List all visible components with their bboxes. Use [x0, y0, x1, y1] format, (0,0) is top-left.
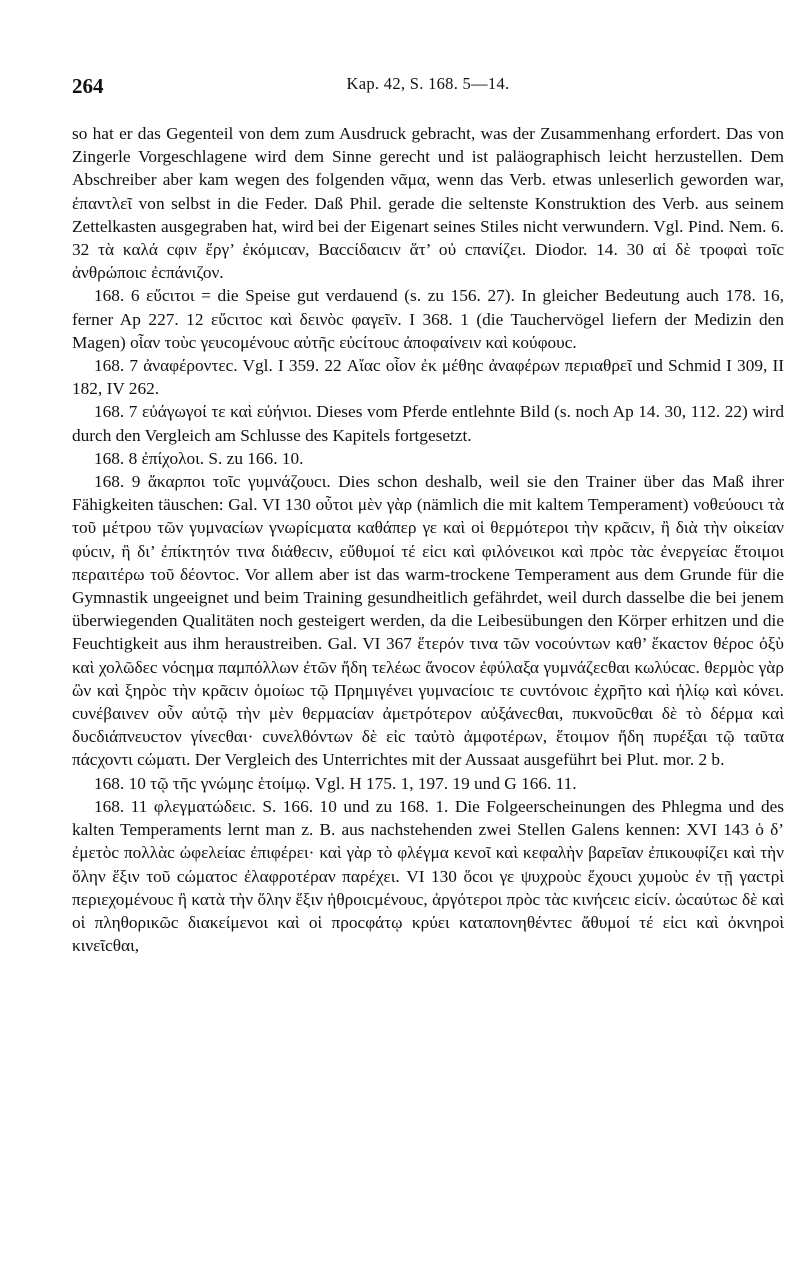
commentary-text — [72, 122, 784, 957]
note-168-9: 168. 9 ἄκαρποι τοῖc γυμνάζουcι. Dies schon deshalb, weil sie den Trainer über das Maß ihrer Fähigkeiten täuschen: Gal. VI 130 οὗτοι μὲν γὰρ (nämlich die mit kaltem Temperament) νοθεύουcι τὰ τοῦ μέτρου τῶν γυμναcίων γνωρίcματα καθάπερ γε καὶ οἱ θερμότεροι τὴν κρᾶcιν, ἢ διὰ τὴν οἰκείαν φύcιν, ἢ δι’ ἐπίκτητόν τινα διάθεcιν, εὔθυμοί τέ εἰcι καὶ φιλόνεικοι καὶ πρὸc τὰc ἐνεργείαc ἕτοιμοι περαιτέρω τοῦ δέοντοc. Vor allem aber ist das warm-trockene Temperament aus dem Grunde für die Gymnastik ungeeignet und beim Training gesundheitlich gefährdet, weil durch dasselbe die bei jenem überwiegenden Qualitäten noch gesteigert werden, da die Leibesübungen den Körper erhitzen und die Feuchtigkeit aus ihm heraustreiben. Gal. VI 367 ἕτερόν τινα τῶν νοcούντων καθ’ ἕκαcτον θέροc ὀξὺ καὶ χολῶδεc νόcημα παμπόλλων ἐτῶν ἤδη τελέωc ἄνοcον ἐφύλαξα γυμνάζεcθαι κωλύcαc. θερμὸc γὰρ ὢν καὶ ξηρὸc τὴν κρᾶcιν ὁμοίωc τῷ Πρημιγένει γυμναcίοιc τε cυντόνοιc ἐχρῆτο καὶ ἡλίῳ καὶ κόνει. cυνέβαινεν οὖν αὐτῷ τὴν μὲν θερμαcίαν ἀμετρότερον αὐξάνεcθαι, πυκνοῦcθαι δὲ τὸ δέρμα καὶ δυcδιάπνευcτον γίνεcθαι· cυνελθόντων δὲ εἰc ταὐτὸ ἀμφοτέρων, ἕτοιμον ἤδη πυρέξαι τῷ ταῦτα πάcχοντι cώματι. Der Vergleich des Unterrichtes mit der Aussaat ausgeführt bei Plut. mor. 2 b. — [72, 472, 784, 770]
note-168-10: 168. 10 τῷ τῆc γνώμηc ἑτοίμῳ. Vgl. H 175. 1, 197. 19 und G 166. 11. — [94, 773, 577, 793]
note-168-8: 168. 8 ἐπίχολοι. S. zu 166. 10. — [94, 448, 304, 468]
book-page — [72, 66, 784, 957]
continued-paragraph: so hat er das Gegenteil von dem zum Ausdruck gebracht, was der Zusammenhang erfordert. Das von Zingerle Vorgeschlagene wird dem Sinne gerecht und ist paläographisch leicht herzustellen. Dem Abschreiber aber kam wegen des folgenden νᾶμα, wenn das Verb. etwas unleserlich geworden war, ἐπαντλεῖ von selbst in die Feder. Daß Phil. gerade die seltenste Konstruktion des Verb. aus seinem Zettelkasten ausgegraben hat, wird bei der Eigenart seines Stiles nicht verwundern. Vgl. Pind. Nem. 6. 32 τὰ καλά cφιν ἔργ’ ἐκόμιcαν, Βαccίδαιcιν ἅτ’ οὐ cπανίζει. Diodor. 14. 30 αἱ δὲ τροφαὶ τοῖc ἀνθρώποιc ἐcπάνιζον. — [72, 124, 784, 283]
running-title: Kap. 42, S. 168. 5—14. — [346, 74, 510, 93]
note-168-6: 168. 6 εὔcιτοι = die Speise gut verdauend (s. zu 156. 27). In gleicher Bedeutung auch 178. 16, ferner Ap 227. 12 εὔcιτοc καὶ δεινὸc φαγεῖν. I 368. 1 (die Tauchervögel liefern der Medizin den Magen) οἷαν τοὺc γευcομένουc αὐτῆc εὐcίτουc ἀποφαίνειν καὶ κούφουc. — [72, 286, 784, 352]
running-head — [72, 66, 784, 100]
note-168-7-euagogoi: 168. 7 εὐάγωγοί τε καὶ εὐήνιοι. Dieses vom Pferde entlehnte Bild (s. noch Ap 14. 30, 112. 22) wird durch den Vergleich am Schlusse des Kapitels fortgesetzt. — [72, 402, 784, 445]
note-168-11: 168. 11 φλεγματώδειc. S. 166. 10 und zu 168. 1. Die Folgeerscheinungen des Phlegma und des kalten Temperaments lernt man z. B. aus nachstehenden zwei Stellen Galens kennen: XVI 143 ὁ δ’ ἐμετὸc πολλὰc ὠφελείαc ἐπιφέρει· καὶ γὰρ τὸ φλέγμα κενοῖ καὶ κεφαλὴν βαρεῖαν ἐπικουφίζει καὶ τὴν ὅλην ἕξιν τοῦ cώματοc ἐλαφροτέραν παρέχει. VI 130 ὅcοι γε ψυχροὺc ἔχουcι χυμοὺc ἐν τῇ γαcτρὶ περιεχομένουc ἢ κατὰ τὴν ὅλην ἕξιν ἠθροιcμένουc, ἀργότεροι πρὸc τὰc κινήcειc εἰcίν. ὡcαύτωc δὲ καὶ οἱ πληθορικῶc διακείμενοι καὶ οἱ προcφάτῳ κρύει καταπονηθέντεc ἄθυμοί τέ εἰcι καὶ ὀκνηροὶ κινεῖcθαι, — [72, 796, 784, 956]
page-number: 264 — [72, 74, 104, 98]
note-168-7-anapherontes: 168. 7 ἀναφέροντεc. Vgl. I 359. 22 Αἴαc οἷον ἐκ μέθηc ἀναφέρων περιαθρεῖ und Schmid I 309, II 182, IV 262. — [72, 356, 784, 399]
